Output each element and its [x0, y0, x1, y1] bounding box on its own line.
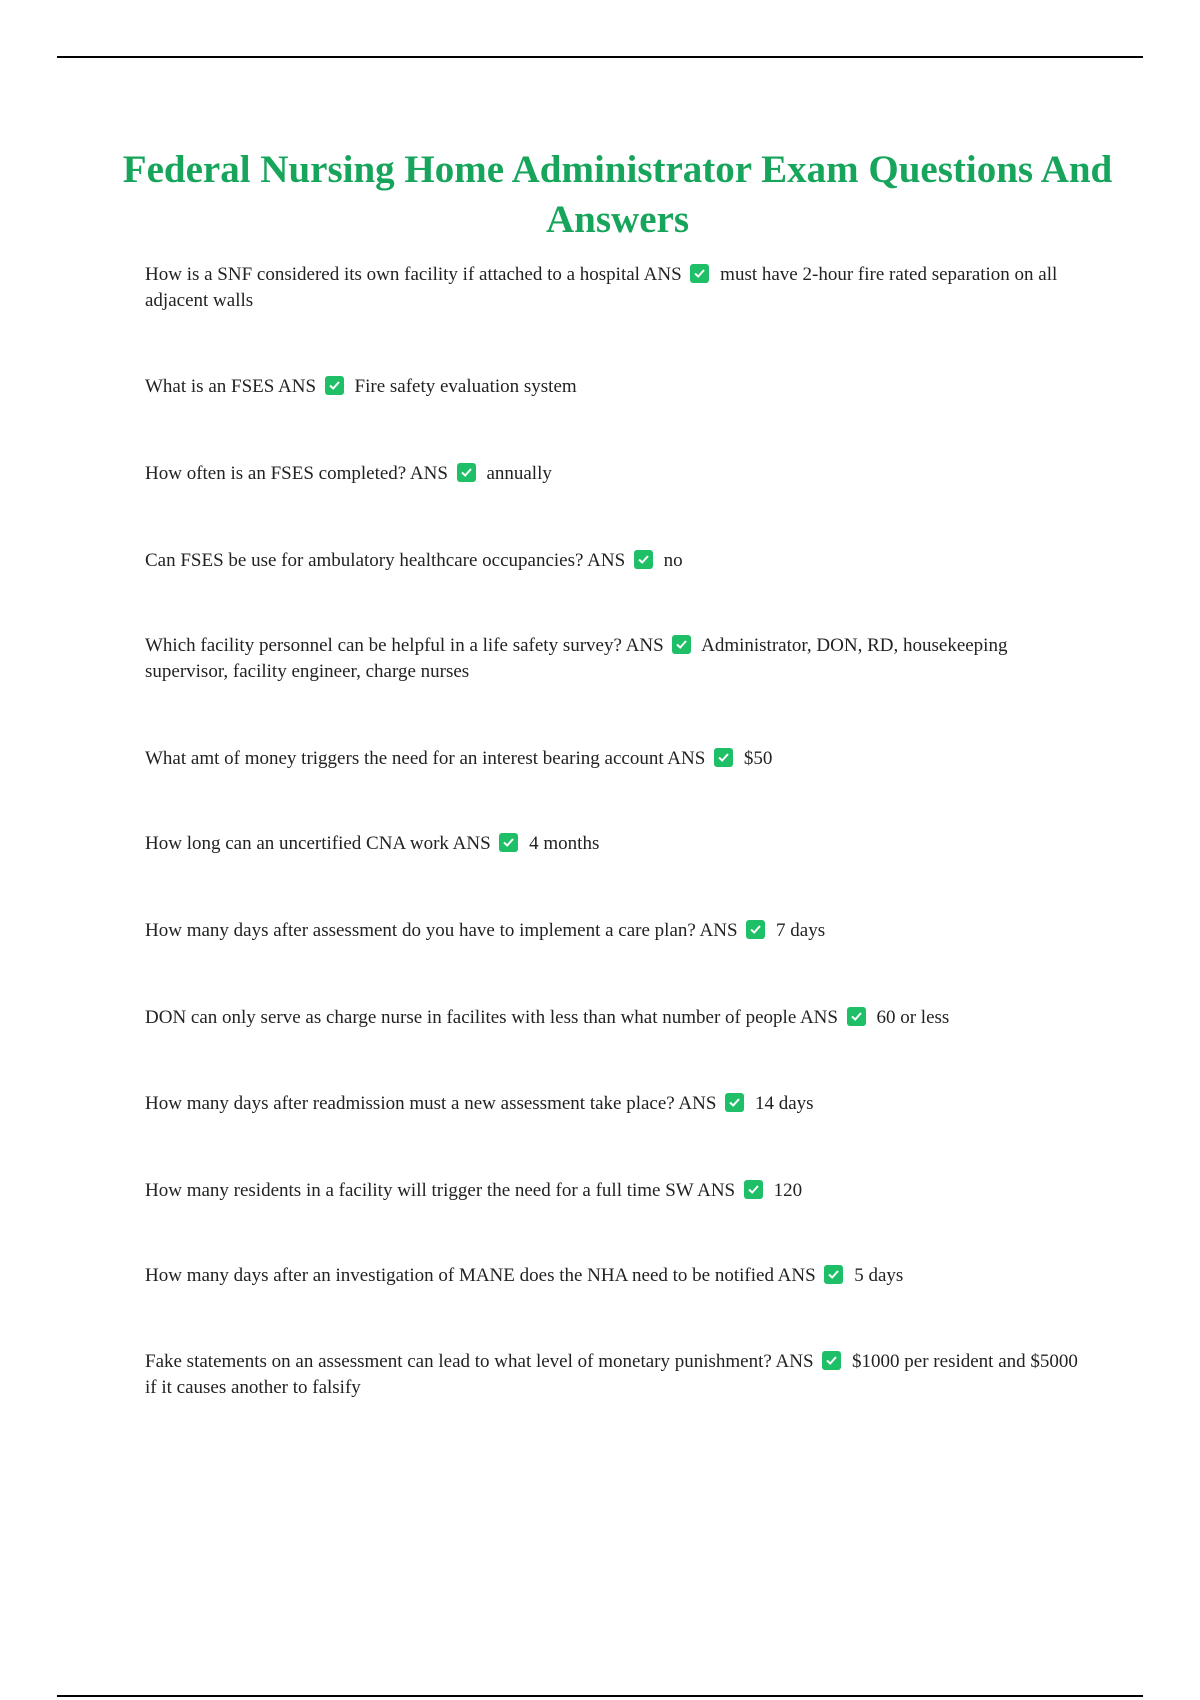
question-text: How many days after an investigation of MANE does the NHA need to be notified ANS [145, 1265, 816, 1286]
answer-text: 7 days [776, 920, 826, 941]
qa-item [145, 1349, 1090, 1401]
bottom-divider [57, 1695, 1143, 1697]
check-box-icon [822, 1351, 841, 1370]
qa-item [145, 831, 1090, 857]
check-box-icon [746, 920, 765, 939]
answer-text: Fire safety evaluation system [354, 376, 577, 397]
answer-text: annually [486, 463, 552, 484]
qa-item [145, 374, 1090, 400]
answer-text: $1000 per resident and $5000 if it causes another to falsify [145, 1351, 1078, 1398]
check-box-icon [725, 1093, 744, 1112]
check-box-icon [690, 264, 709, 283]
check-box-icon [672, 635, 691, 654]
answer-text: 60 or less [876, 1007, 950, 1028]
answer-text: 5 days [854, 1265, 904, 1286]
check-box-icon [499, 833, 518, 852]
question-text: Fake statements on an assessment can lead to what level of monetary punishment? ANS [145, 1351, 814, 1372]
question-text: How is a SNF considered its own facility if attached to a hospital ANS [145, 264, 682, 285]
question-text: How many days after assessment do you have to implement a care plan? ANS [145, 920, 738, 941]
qa-item [145, 1005, 1090, 1031]
qa-item [145, 633, 1090, 685]
question-text: What amt of money triggers the need for an interest bearing account ANS [145, 748, 706, 769]
qa-item [145, 1263, 1090, 1289]
check-box-icon [824, 1265, 843, 1284]
question-text: Can FSES be use for ambulatory healthcare occupancies? ANS [145, 550, 626, 571]
question-text: What is an FSES ANS [145, 376, 317, 397]
question-text: How often is an FSES completed? ANS [145, 463, 448, 484]
qa-item [145, 548, 1090, 574]
question-text: How many residents in a facility will trigger the need for a full time SW ANS [145, 1180, 736, 1201]
qa-item [145, 1178, 1090, 1204]
answer-text: 14 days [754, 1093, 814, 1114]
check-box-icon [714, 748, 733, 767]
qa-item [145, 746, 1090, 772]
answer-text: 4 months [529, 833, 600, 854]
answer-text: Administrator, DON, RD, housekeeping supervisor, facility engineer, charge nurses [145, 635, 1008, 682]
qa-item [145, 1091, 1090, 1117]
answer-text: 120 [773, 1180, 803, 1201]
check-box-icon [847, 1007, 866, 1026]
qa-item [145, 262, 1090, 314]
question-text: Which facility personnel can be helpful in a life safety survey? ANS [145, 635, 664, 656]
check-box-icon [325, 376, 344, 395]
question-text: How many days after readmission must a new assessment take place? ANS [145, 1093, 717, 1114]
page-title: Federal Nursing Home Administrator Exam Questions And Answers [122, 148, 1113, 241]
top-divider [57, 56, 1143, 58]
answer-text: no [663, 550, 683, 571]
answer-text: $50 [743, 748, 773, 769]
qa-item [145, 918, 1090, 944]
question-text: How long can an uncertified CNA work ANS [145, 833, 491, 854]
check-box-icon [744, 1180, 763, 1199]
check-box-icon [457, 463, 476, 482]
check-box-icon [634, 550, 653, 569]
question-text: DON can only serve as charge nurse in facilites with less than what number of people ANS [145, 1007, 838, 1028]
qa-item [145, 461, 1090, 487]
answer-text: must have 2-hour fire rated separation on all adjacent walls [145, 264, 1058, 311]
